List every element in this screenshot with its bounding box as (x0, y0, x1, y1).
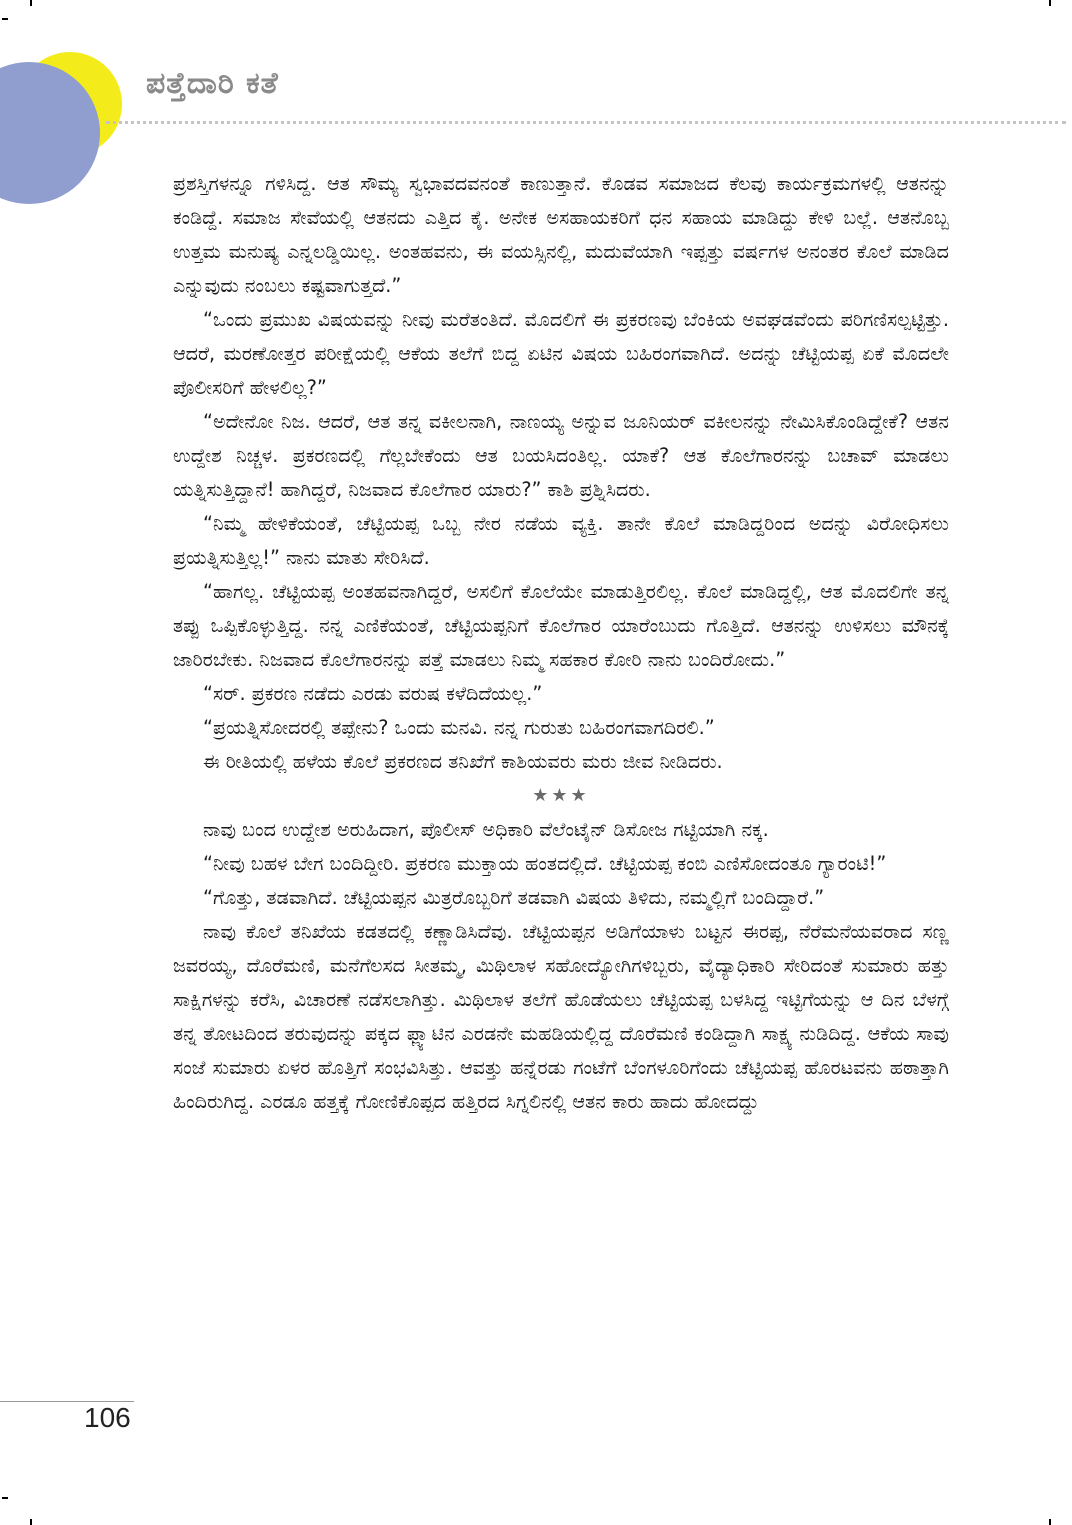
page-number: 106 (84, 1402, 131, 1433)
running-head: ಪತ್ತೆದಾರಿ ಕತೆ (146, 66, 279, 101)
paragraph: “ಗೊತ್ತು, ತಡವಾಗಿದೆ. ಚೆಟ್ಟಿಯಪ್ಪನ ಮಿತ್ರರೊಬ್ಬರಿಗೆ ತಡವಾಗಿ ವಿಷಯ ತಿಳಿದು, ನಮ್ಮಲ್ಲಿಗೆ ಬಂದಿದ್ದಾರೆ.” (203, 886, 825, 909)
header-dotted-rule (106, 121, 1066, 124)
paragraph: ಪ್ರಶಸ್ತಿಗಳನ್ನೂ ಗಳಿಸಿದ್ದ. ಆತ ಸೌಮ್ಯ ಸ್ವಭಾವದವನಂತೆ ಕಾಣುತ್ತಾನೆ. ಕೊಡವ ಸಮಾಜದ ಕೆಲವು ಕಾರ್ಯಕ್ರಮಗಳಲ್ಲಿ ಆತನನ್ನು ಕಂಡಿದ್ದೆ. ಸಮಾಜ ಸೇವೆಯಲ್ಲಿ ಆತನದು ಎತ್ತಿದ ಕೈ. ಅನೇಕ ಅಸಹಾಯಕರಿಗೆ ಧನ ಸಹಾಯ ಮಾಡಿದ್ದು ಕೇಳಿ ಬಲ್ಲೆ. ಆತನೊಬ್ಬ ಉತ್ತಮ ಮನುಷ್ಯ ಎನ್ನಲಡ್ಡಿಯಿಲ್ಲ. ಅಂತಹವನು, ಈ ವಯಸ್ಸಿನಲ್ಲಿ, ಮದುವೆಯಾಗಿ ಇಪ್ಪತ್ತು ವರ್ಷಗಳ ಅನಂತರ ಕೊಲೆ ಮಾಡಿದ ಎನ್ನುವುದು ನಂಬಲು ಕಷ್ಟವಾಗುತ್ತದೆ.” (173, 172, 949, 297)
section-separator: ★★★ (532, 785, 590, 806)
paragraph: “ಅದೇನೋ ನಿಜ. ಆದರೆ, ಆತ ತನ್ನ ವಕೀಲನಾಗಿ, ನಾಣಯ್ಯ ಅನ್ನುವ ಜೂನಿಯರ್ ವಕೀಲನನ್ನು ನೇಮಿಸಿಕೊಂಡಿದ್ದೇಕೆ? ಆತನ ಉದ್ದೇಶ ನಿಚ್ಚಳ. ಪ್ರಕರಣದಲ್ಲಿ ಗೆಲ್ಲಬೇಕೆಂದು ಆತ ಬಯಸಿದಂತಿಲ್ಲ. ಯಾಕೆ? ಆತ ಕೊಲೆಗಾರನನ್ನು ಬಚಾವ್ ಮಾಡಲು ಯತ್ನಿಸುತ್ತಿದ್ದಾನೆ! ಹಾಗಿದ್ದರೆ, ನಿಜವಾದ ಕೊಲೆಗಾರ ಯಾರು?” ಕಾಶಿ ಪ್ರಶ್ನಿಸಿದರು. (173, 410, 949, 501)
paragraph: “ಪ್ರಯತ್ನಿಸೋದರಲ್ಲಿ ತಪ್ಪೇನು? ಒಂದು ಮನವಿ. ನನ್ನ ಗುರುತು ಬಹಿರಂಗವಾಗದಿರಲಿ.” (203, 716, 715, 739)
crop-mark (30, 1519, 32, 1525)
crop-mark (2, 1497, 8, 1499)
paragraph: ಈ ರೀತಿಯಲ್ಲಿ ಹಳೆಯ ಕೊಲೆ ಪ್ರಕರಣದ ತನಿಖೆಗೆ ಕಾಶಿಯವರು ಮರು ಜೀವ ನೀಡಿದರು. (203, 750, 723, 773)
paragraph: “ಒಂದು ಪ್ರಮುಖ ವಿಷಯವನ್ನು ನೀವು ಮರೆತಂತಿದೆ. ಮೊದಲಿಗೆ ಈ ಪ್ರಕರಣವು ಬೆಂಕಿಯ ಅವಘಡವೆಂದು ಪರಿಗಣಿಸಲ್ಪಟ್ಟಿತ್ತು. ಆದರೆ, ಮರಣೋತ್ತರ ಪರೀಕ್ಷೆಯಲ್ಲಿ ಆಕೆಯ ತಲೆಗೆ ಬಿದ್ದ ಏಟಿನ ವಿಷಯ ಬಹಿರಂಗವಾಗಿದೆ. ಅದನ್ನು ಚೆಟ್ಟಿಯಪ್ಪ ಏಕೆ ಮೊದಲೇ ಪೊಲೀಸರಿಗೆ ಹೇಳಲಿಲ್ಲ?” (173, 308, 949, 399)
paragraph: “ನೀವು ಬಹಳ ಬೇಗ ಬಂದಿದ್ದೀರಿ. ಪ್ರಕರಣ ಮುಕ್ತಾಯ ಹಂತದಲ್ಲಿದೆ. ಚೆಟ್ಟಿಯಪ್ಪ ಕಂಬಿ ಎಣಿಸೋದಂತೂ ಗ್ಯಾರಂಟಿ!” (203, 852, 887, 875)
crop-mark (2, 18, 8, 20)
paragraph: “ನಿಮ್ಮ ಹೇಳಿಕೆಯಂತೆ, ಚೆಟ್ಟಿಯಪ್ಪ ಒಬ್ಬ ನೇರ ನಡೆಯ ವ್ಯಕ್ತಿ. ತಾನೇ ಕೊಲೆ ಮಾಡಿದ್ದರಿಂದ ಅದನ್ನು ವಿರೋಧಿಸಲು ಪ್ರಯತ್ನಿಸುತ್ತಿಲ್ಲ!” ನಾನು ಮಾತು ಸೇರಿಸಿದೆ. (173, 512, 949, 569)
paragraph: ನಾವು ಬಂದ ಉದ್ದೇಶ ಅರುಹಿದಾಗ, ಪೊಲೀಸ್ ಅಧಿಕಾರಿ ವೆಲೆಂಟೈನ್ ಡಿಸೋಜ ಗಟ್ಟಿಯಾಗಿ ನಕ್ಕ. (203, 818, 769, 841)
paragraph: “ಹಾಗಲ್ಲ. ಚೆಟ್ಟಿಯಪ್ಪ ಅಂತಹವನಾಗಿದ್ದರೆ, ಅಸಲಿಗೆ ಕೊಲೆಯೇ ಮಾಡುತ್ತಿರಲಿಲ್ಲ. ಕೊಲೆ ಮಾಡಿದ್ದಲ್ಲಿ, ಆತ ಮೊದಲಿಗೇ ತನ್ನ ತಪ್ಪು ಒಪ್ಪಿಕೊಳ್ಳುತ್ತಿದ್ದ. ನನ್ನ ಎಣಿಕೆಯಂತೆ, ಚೆಟ್ಟಿಯಪ್ಪನಿಗೆ ಕೊಲೆಗಾರ ಯಾರೆಂಬುದು ಗೊತ್ತಿದೆ. ಆತನನ್ನು ಉಳಿಸಲು ಮೌನಕ್ಕೆ ಜಾರಿರಬೇಕು. ನಿಜವಾದ ಕೊಲೆಗಾರನನ್ನು ಪತ್ತೆ ಮಾಡಲು ನಿಮ್ಮ ಸಹಕಾರ ಕೋರಿ ನಾನು ಬಂದಿರೋದು.” (173, 580, 949, 671)
body-text (173, 167, 949, 1119)
paragraph: ನಾವು ಕೊಲೆ ತನಿಖೆಯ ಕಡತದಲ್ಲಿ ಕಣ್ಣಾಡಿಸಿದೆವು. ಚೆಟ್ಟಿಯಪ್ಪನ ಅಡಿಗೆಯಾಳು ಬಟ್ಟನ ಈರಪ್ಪ, ನೆರೆಮನೆಯವರಾದ ಸಣ್ಣ ಜವರಯ್ಯ, ದೊರೆಮಣಿ, ಮನೆಗೆಲಸದ ಸೀತಮ್ಮ, ಮಿಥಿಲಾಳ ಸಹೋದ್ಯೋಗಿಗಳಿಬ್ಬರು, ವೈದ್ಯಾಧಿಕಾರಿ ಸೇರಿದಂತೆ ಸುಮಾರು ಹತ್ತು ಸಾಕ್ಷಿಗಳನ್ನು ಕರೆಸಿ, ವಿಚಾರಣೆ ನಡೆಸಲಾಗಿತ್ತು. ಮಿಥಿಲಾಳ ತಲೆಗೆ ಹೊಡೆಯಲು ಚೆಟ್ಟಿಯಪ್ಪ ಬಳಸಿದ್ದ ಇಟ್ಟಿಗೆಯನ್ನು ಆ ದಿನ ಬೆಳಗ್ಗೆ ತನ್ನ ತೋಟದಿಂದ ತರುವುದನ್ನು ಪಕ್ಕದ ಫ್ಲ್ಯಾಟಿನ ಎರಡನೇ ಮಹಡಿಯಲ್ಲಿದ್ದ ದೊರೆಮಣಿ ಕಂಡಿದ್ದಾಗಿ ಸಾಕ್ಷ್ಯ ನುಡಿದಿದ್ದ. ಆಕೆಯ ಸಾವು ಸಂಜೆ ಸುಮಾರು ಏಳರ ಹೊತ್ತಿಗೆ ಸಂಭವಿಸಿತ್ತು. ಆವತ್ತು ಹನ್ನೆರಡು ಗಂಟೆಗೆ ಬೆಂಗಳೂರಿಗೆಂದು ಚೆಟ್ಟಿಯಪ್ಪ ಹೊರಟವನು ಹಠಾತ್ತಾಗಿ ಹಿಂದಿರುಗಿದ್ದ. ಎರಡೂ ಹತ್ತಕ್ಕೆ ಗೋಣಿಕೊಪ್ಪದ ಹತ್ತಿರದ ಸಿಗ್ನಲಿನಲ್ಲಿ ಆತನ ಕಾರು ಹಾದು ಹೋದದ್ದು (173, 920, 949, 1113)
paragraph: “ಸರ್. ಪ್ರಕರಣ ನಡೆದು ಎರಡು ವರುಷ ಕಳೆದಿದೆಯಲ್ಲ.” (203, 682, 543, 705)
crop-mark (1049, 0, 1051, 6)
crop-mark (30, 0, 32, 6)
crop-mark (1049, 1519, 1051, 1525)
